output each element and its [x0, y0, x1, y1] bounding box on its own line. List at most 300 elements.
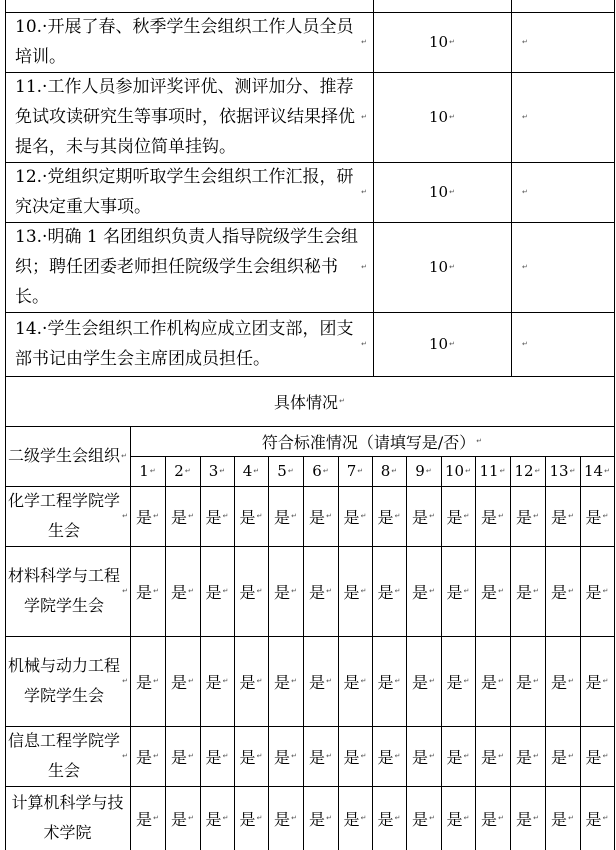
- compliance-answer-text: 是: [585, 809, 602, 829]
- compliance-answer: [234, 636, 268, 726]
- criterion-text-content: 13.·明确 1 名团组织负责人指导院级学生会组织；聘任团委老师担任院级学生会组织秘书长。: [15, 227, 359, 307]
- organization-name: [5, 546, 130, 636]
- paragraph-mark-icon: ↵: [188, 587, 194, 595]
- compliance-answer-text: 是: [171, 507, 188, 527]
- compliance-answer-text: 是: [481, 809, 498, 829]
- compliance-answer: [338, 636, 372, 726]
- paragraph-mark-icon: ↵: [188, 752, 194, 760]
- paragraph-mark-icon: ↵: [429, 587, 435, 595]
- compliance-answer: [406, 636, 441, 726]
- compliance-answer: [234, 546, 268, 636]
- compliance-answer: [268, 546, 303, 636]
- paragraph-mark-icon: ↵: [361, 340, 367, 348]
- paragraph-mark-icon: ↵: [429, 512, 435, 520]
- number-column-divider: [580, 456, 581, 850]
- compliance-answer: [545, 726, 580, 786]
- org-column-divider: [130, 426, 131, 850]
- compliance-answer-text: 是: [136, 582, 153, 602]
- paragraph-mark-icon: ↵: [602, 814, 609, 822]
- paragraph-mark-icon: ↵: [322, 467, 329, 475]
- compliance-answer: [130, 486, 165, 546]
- compliance-answer: [441, 636, 475, 726]
- compliance-answer-text: 是: [239, 507, 256, 527]
- organization-name-text: 化学工程学院学生会: [8, 491, 121, 540]
- row-divider: [5, 162, 614, 163]
- compliance-answer: [303, 786, 338, 850]
- compliance-answer: [475, 726, 510, 786]
- compliance-answer-text: 是: [412, 809, 429, 829]
- compliance-answer-text: 是: [343, 809, 360, 829]
- organization-name: [5, 786, 130, 850]
- paragraph-mark-icon: ↵: [326, 677, 332, 685]
- compliance-answer-text: 是: [551, 582, 568, 602]
- compliance-answer: [510, 786, 545, 850]
- compliance-answer-text: 是: [377, 747, 394, 767]
- criterion-number-text: 5: [277, 462, 287, 480]
- number-column-divider: [165, 456, 166, 850]
- paragraph-mark-icon: ↵: [522, 263, 528, 271]
- paragraph-mark-icon: ↵: [361, 188, 367, 196]
- compliance-answer: [338, 546, 372, 636]
- paragraph-mark-icon: ↵: [568, 587, 574, 595]
- compliance-answer-text: 是: [516, 672, 533, 692]
- criterion-number: [130, 456, 165, 486]
- paragraph-mark-icon: ↵: [602, 752, 609, 760]
- compliance-answer-text: 是: [136, 507, 153, 527]
- compliance-answer-text: 是: [481, 747, 498, 767]
- compliance-answer-text: 是: [377, 672, 394, 692]
- number-column-divider: [200, 456, 201, 850]
- criterion-number: [372, 456, 406, 486]
- compliance-answer-text: 是: [481, 582, 498, 602]
- compliance-answer: [441, 726, 475, 786]
- compliance-answer-text: 是: [516, 747, 533, 767]
- compliance-answer: [545, 636, 580, 726]
- criterion-text: [5, 12, 373, 72]
- compliance-answer-text: 是: [309, 507, 326, 527]
- compliance-answer: [406, 726, 441, 786]
- compliance-answer-text: 是: [516, 582, 533, 602]
- paragraph-mark-icon: ↵: [153, 677, 159, 685]
- compliance-answer: [372, 486, 406, 546]
- compliance-answer-text: 是: [377, 507, 394, 527]
- compliance-answer-text: 是: [136, 747, 153, 767]
- paragraph-mark-icon: ↵: [153, 512, 159, 520]
- criterion-score-value: 10: [429, 335, 449, 353]
- criterion-text: [5, 312, 373, 376]
- standard-header: [130, 426, 614, 456]
- compliance-answer-text: 是: [343, 672, 360, 692]
- compliance-answer: [303, 636, 338, 726]
- criterion-text-content: 10.·开展了春、秋季学生会组织工作人员全员培训。: [15, 17, 354, 67]
- number-column-divider: [234, 456, 235, 850]
- paragraph-mark-icon: ↵: [522, 38, 528, 46]
- criterion-number-text: 13: [549, 462, 569, 480]
- compliance-answer-text: 是: [239, 672, 256, 692]
- compliance-answer-text: 是: [481, 507, 498, 527]
- compliance-answer: [406, 546, 441, 636]
- details-title: [5, 376, 614, 426]
- criterion-text-content: 14.·学生会组织工作机构应成立团支部，团支部书记由学生会主席团成员担任。: [15, 319, 354, 369]
- criterion-note: [511, 12, 614, 72]
- number-column-divider: [545, 456, 546, 850]
- criterion-number: [475, 456, 510, 486]
- table-right-border: [614, 0, 615, 850]
- compliance-answer: [372, 786, 406, 850]
- compliance-answer-text: 是: [171, 747, 188, 767]
- compliance-answer-text: 是: [309, 747, 326, 767]
- compliance-answer-text: 是: [516, 507, 533, 527]
- score-column-divider: [373, 0, 374, 376]
- paragraph-mark-icon: ↵: [498, 512, 504, 520]
- organization-name-text: 机械与动力工程学院学生会: [8, 656, 121, 705]
- paragraph-mark-icon: ↵: [121, 452, 127, 460]
- compliance-answer-text: 是: [412, 507, 429, 527]
- paragraph-mark-icon: ↵: [256, 814, 263, 822]
- paragraph-mark-icon: ↵: [533, 512, 539, 520]
- compliance-answer: [475, 786, 510, 850]
- compliance-answer: [268, 726, 303, 786]
- number-column-divider: [338, 456, 339, 850]
- compliance-answer-text: 是: [412, 582, 429, 602]
- compliance-answer: [234, 786, 268, 850]
- paragraph-mark-icon: ↵: [498, 587, 504, 595]
- compliance-answer: [510, 486, 545, 546]
- paragraph-mark-icon: ↵: [256, 512, 263, 520]
- paragraph-mark-icon: ↵: [222, 587, 229, 595]
- criterion-number: [510, 456, 545, 486]
- compliance-answer-text: 是: [585, 747, 602, 767]
- paragraph-mark-icon: ↵: [222, 752, 229, 760]
- compliance-answer-text: 是: [136, 809, 153, 829]
- paragraph-mark-icon: ↵: [522, 113, 528, 121]
- paragraph-mark-icon: ↵: [568, 814, 574, 822]
- compliance-answer-text: 是: [446, 582, 463, 602]
- paragraph-mark-icon: ↵: [394, 587, 401, 595]
- compliance-answer-text: 是: [274, 747, 291, 767]
- compliance-answer: [406, 786, 441, 850]
- criterion-number: [441, 456, 475, 486]
- paragraph-mark-icon: ↵: [391, 467, 398, 475]
- paragraph-mark-icon: ↵: [425, 467, 432, 475]
- compliance-answer-text: 是: [309, 582, 326, 602]
- paragraph-mark-icon: ↵: [449, 38, 455, 46]
- paragraph-mark-icon: ↵: [533, 677, 539, 685]
- criterion-number: [406, 456, 441, 486]
- criterion-note: [511, 222, 614, 312]
- criterion-number: [234, 456, 268, 486]
- organization-name: [5, 726, 130, 786]
- criterion-score: [373, 72, 511, 162]
- compliance-answer: [165, 486, 200, 546]
- compliance-answer: [580, 726, 614, 786]
- compliance-answer: [372, 726, 406, 786]
- criterion-number-text: 4: [242, 462, 253, 480]
- compliance-answer: [441, 786, 475, 850]
- compliance-answer-text: 是: [343, 582, 360, 602]
- criterion-text-content: 12.·党组织定期听取学生会组织工作汇报，研究决定重大事项。: [15, 167, 354, 217]
- compliance-answer-text: 是: [239, 582, 256, 602]
- paragraph-mark-icon: ↵: [291, 512, 297, 520]
- paragraph-mark-icon: ↵: [291, 814, 297, 822]
- compliance-answer-text: 是: [171, 672, 188, 692]
- compliance-answer: [441, 546, 475, 636]
- paragraph-mark-icon: ↵: [602, 512, 609, 520]
- paragraph-mark-icon: ↵: [429, 752, 435, 760]
- compliance-answer: [234, 486, 268, 546]
- criterion-number: [268, 456, 303, 486]
- paragraph-mark-icon: ↵: [122, 512, 128, 520]
- paragraph-mark-icon: ↵: [522, 188, 528, 196]
- criterion-score-value: 10: [429, 183, 449, 201]
- compliance-answer-text: 是: [205, 507, 222, 527]
- criterion-number-text: 9: [415, 462, 425, 480]
- criterion-number: [165, 456, 200, 486]
- compliance-answer-text: 是: [205, 672, 222, 692]
- compliance-answer-text: 是: [205, 809, 222, 829]
- compliance-answer: [580, 486, 614, 546]
- compliance-answer-text: 是: [551, 747, 568, 767]
- criterion-number: [200, 456, 234, 486]
- compliance-answer-text: 是: [516, 809, 533, 829]
- criterion-number-text: 10: [445, 462, 465, 480]
- criterion-score-value: 10: [429, 108, 449, 126]
- compliance-answer-text: 是: [551, 507, 568, 527]
- compliance-answer-text: 是: [205, 747, 222, 767]
- compliance-answer: [130, 786, 165, 850]
- paragraph-mark-icon: ↵: [222, 814, 229, 822]
- criterion-text: [5, 72, 373, 162]
- compliance-answer: [372, 546, 406, 636]
- paragraph-mark-icon: ↵: [533, 814, 539, 822]
- compliance-answer: [580, 636, 614, 726]
- paragraph-mark-icon: ↵: [287, 467, 294, 475]
- compliance-answer: [580, 786, 614, 850]
- criterion-number: [303, 456, 338, 486]
- criterion-score-value: 10: [429, 258, 449, 276]
- paragraph-mark-icon: ↵: [122, 587, 128, 595]
- paragraph-mark-icon: ↵: [222, 512, 229, 520]
- compliance-answer: [372, 636, 406, 726]
- number-column-divider: [372, 456, 373, 850]
- paragraph-mark-icon: ↵: [394, 512, 401, 520]
- compliance-answer: [510, 636, 545, 726]
- paragraph-mark-icon: ↵: [449, 340, 455, 348]
- number-column-divider: [475, 456, 476, 850]
- paragraph-mark-icon: ↵: [153, 587, 159, 595]
- compliance-answer-text: 是: [239, 809, 256, 829]
- paragraph-mark-icon: ↵: [326, 814, 332, 822]
- paragraph-mark-icon: ↵: [256, 587, 263, 595]
- paragraph-mark-icon: ↵: [476, 437, 483, 445]
- criterion-text-content: 11.·工作人员参加评奖评优、测评加分、推荐免试攻读研究生等事项时，依据评议结果择优提名，未与其岗位简单挂钩。: [15, 77, 355, 157]
- paragraph-mark-icon: ↵: [256, 677, 263, 685]
- compliance-answer-text: 是: [377, 582, 394, 602]
- compliance-answer-text: 是: [274, 809, 291, 829]
- compliance-answer: [475, 636, 510, 726]
- paragraph-mark-icon: ↵: [188, 814, 194, 822]
- paragraph-mark-icon: ↵: [149, 467, 156, 475]
- paragraph-mark-icon: ↵: [361, 263, 367, 271]
- compliance-answer: [200, 546, 234, 636]
- row-divider: [5, 72, 614, 73]
- paragraph-mark-icon: ↵: [463, 587, 470, 595]
- criterion-text: [5, 162, 373, 222]
- number-column-divider: [268, 456, 269, 850]
- compliance-answer-text: 是: [481, 672, 498, 692]
- criterion-note: [511, 72, 614, 162]
- compliance-answer-text: 是: [171, 809, 188, 829]
- paragraph-mark-icon: ↵: [326, 587, 332, 595]
- paragraph-mark-icon: ↵: [357, 467, 364, 475]
- compliance-answer: [303, 726, 338, 786]
- paragraph-mark-icon: ↵: [463, 814, 470, 822]
- criterion-number-text: 7: [346, 462, 357, 480]
- compliance-answer: [130, 636, 165, 726]
- organization-name-text: 计算机科学与技术学院: [11, 793, 124, 842]
- paragraph-mark-icon: ↵: [153, 814, 159, 822]
- compliance-answer-text: 是: [551, 672, 568, 692]
- compliance-answer: [441, 486, 475, 546]
- compliance-answer-text: 是: [171, 582, 188, 602]
- criterion-number-text: 14: [584, 462, 604, 480]
- paragraph-mark-icon: ↵: [394, 814, 401, 822]
- paragraph-mark-icon: ↵: [291, 677, 297, 685]
- criterion-number-text: 8: [380, 462, 391, 480]
- compliance-answer: [130, 726, 165, 786]
- compliance-answer-text: 是: [136, 672, 153, 692]
- number-column-divider: [441, 456, 442, 850]
- paragraph-mark-icon: ↵: [463, 512, 470, 520]
- paragraph-mark-icon: ↵: [360, 587, 367, 595]
- paragraph-mark-icon: ↵: [499, 467, 506, 475]
- compliance-answer: [475, 486, 510, 546]
- compliance-answer-text: 是: [585, 672, 602, 692]
- criterion-score: [373, 222, 511, 312]
- paragraph-mark-icon: ↵: [339, 397, 345, 405]
- compliance-answer-text: 是: [274, 582, 291, 602]
- criterion-number-text: 3: [208, 462, 219, 480]
- compliance-answer: [200, 726, 234, 786]
- compliance-answer-text: 是: [274, 507, 291, 527]
- compliance-answer-text: 是: [274, 672, 291, 692]
- criterion-number-text: 6: [312, 462, 322, 480]
- paragraph-mark-icon: ↵: [604, 467, 610, 475]
- row-divider: [5, 12, 614, 13]
- paragraph-mark-icon: ↵: [568, 512, 574, 520]
- number-column-divider: [406, 456, 407, 850]
- paragraph-mark-icon: ↵: [326, 512, 332, 520]
- paragraph-mark-icon: ↵: [463, 752, 470, 760]
- criterion-score: [373, 12, 511, 72]
- compliance-answer: [510, 726, 545, 786]
- criterion-number-text: 12: [514, 462, 534, 480]
- compliance-answer: [200, 636, 234, 726]
- paragraph-mark-icon: ↵: [568, 677, 574, 685]
- paragraph-mark-icon: ↵: [569, 467, 576, 475]
- paragraph-mark-icon: ↵: [188, 512, 194, 520]
- compliance-answer: [268, 636, 303, 726]
- paragraph-mark-icon: ↵: [291, 752, 297, 760]
- paragraph-mark-icon: ↵: [122, 752, 128, 760]
- compliance-answer: [475, 546, 510, 636]
- compliance-answer-text: 是: [343, 507, 360, 527]
- paragraph-mark-icon: ↵: [429, 814, 435, 822]
- paragraph-mark-icon: ↵: [602, 587, 609, 595]
- compliance-answer: [165, 786, 200, 850]
- note-column-divider: [511, 0, 512, 376]
- paragraph-mark-icon: ↵: [222, 677, 229, 685]
- number-column-divider: [303, 456, 304, 850]
- criterion-number-text: 1: [139, 462, 149, 480]
- compliance-answer-text: 是: [446, 672, 463, 692]
- compliance-answer-text: 是: [585, 507, 602, 527]
- compliance-answer-text: 是: [446, 809, 463, 829]
- compliance-answer-text: 是: [309, 809, 326, 829]
- paragraph-mark-icon: ↵: [360, 814, 367, 822]
- paragraph-mark-icon: ↵: [522, 340, 528, 348]
- paragraph-mark-icon: ↵: [568, 752, 574, 760]
- paragraph-mark-icon: ↵: [219, 467, 226, 475]
- paragraph-mark-icon: ↵: [449, 188, 455, 196]
- criterion-number: [338, 456, 372, 486]
- compliance-answer: [268, 486, 303, 546]
- paragraph-mark-icon: ↵: [361, 38, 367, 46]
- compliance-answer-text: 是: [377, 809, 394, 829]
- compliance-answer-text: 是: [412, 672, 429, 692]
- compliance-answer-text: 是: [343, 747, 360, 767]
- criterion-score: [373, 162, 511, 222]
- paragraph-mark-icon: ↵: [533, 752, 539, 760]
- paragraph-mark-icon: ↵: [449, 263, 455, 271]
- compliance-answer-text: 是: [309, 672, 326, 692]
- paragraph-mark-icon: ↵: [534, 467, 541, 475]
- compliance-answer-text: 是: [551, 809, 568, 829]
- compliance-answer: [200, 786, 234, 850]
- paragraph-mark-icon: ↵: [602, 677, 609, 685]
- organization-name: [5, 486, 130, 546]
- compliance-answer: [303, 486, 338, 546]
- compliance-answer: [545, 786, 580, 850]
- organization-name-text: 信息工程学院学生会: [8, 731, 121, 780]
- paragraph-mark-icon: ↵: [394, 677, 401, 685]
- paragraph-mark-icon: ↵: [394, 752, 401, 760]
- org-header-text: 二级学生会组织: [8, 446, 121, 465]
- criterion-number: [545, 456, 580, 486]
- criterion-number: [580, 456, 614, 486]
- standard-header-text: 符合标准情况（请填写是/否）: [261, 432, 476, 452]
- number-column-divider: [510, 456, 511, 850]
- compliance-answer: [165, 726, 200, 786]
- details-title-text: 具体情况: [274, 392, 339, 412]
- paragraph-mark-icon: ↵: [184, 467, 191, 475]
- paragraph-mark-icon: ↵: [291, 587, 297, 595]
- compliance-answer: [338, 486, 372, 546]
- organization-name-text: 材料科学与工程学院学生会: [8, 566, 121, 615]
- compliance-answer-text: 是: [446, 507, 463, 527]
- paragraph-mark-icon: ↵: [122, 677, 128, 685]
- criterion-score: [373, 312, 511, 376]
- compliance-answer-text: 是: [205, 582, 222, 602]
- compliance-answer: [338, 786, 372, 850]
- paragraph-mark-icon: ↵: [360, 512, 367, 520]
- compliance-answer: [130, 546, 165, 636]
- compliance-answer: [545, 546, 580, 636]
- paragraph-mark-icon: ↵: [326, 752, 332, 760]
- row-divider: [5, 312, 614, 313]
- paragraph-mark-icon: ↵: [449, 113, 455, 121]
- paragraph-mark-icon: ↵: [361, 113, 367, 121]
